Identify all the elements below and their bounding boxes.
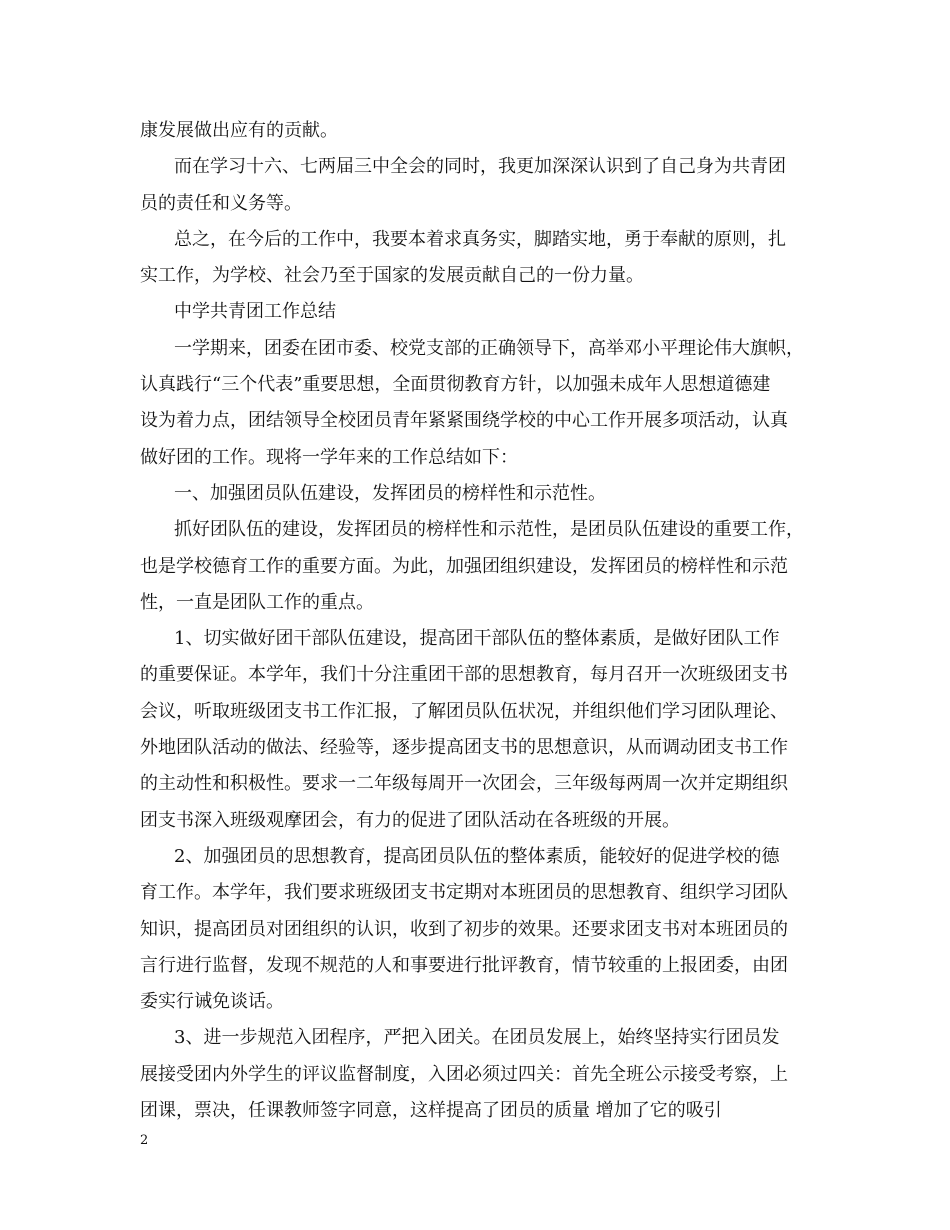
text-line: 中学共青团工作总结: [174, 301, 336, 323]
text-line: 康发展做出应有的贡献。: [140, 120, 338, 141]
text-line: 而在学习十六、七两届三中全会的同时，我更加深深认识到了自己身为共青团: [174, 156, 786, 178]
page-number: 2: [140, 1133, 149, 1148]
text-line: 一学期来，团委在团市委、校党支部的正确领导下，高举邓小平理论伟大旗帜，: [174, 337, 804, 359]
text-line: 认真践行“三个代表”重要思想，全面贯彻教育方针，以加强未成年人思想道德建: [140, 374, 771, 396]
body-text: [140, 113, 840, 1129]
text-line: 一、加强团员队伍建设，发挥团员的榜样性和示范性。: [174, 482, 606, 504]
text-line: 展接受团内外学生的评议监督制度，入团必须过四关：首先全班公示接受考察，上: [140, 1063, 788, 1085]
text-line: 1、切实做好团干部队伍建设，提高团干部队伍的整体素质，是做好团队工作: [174, 628, 780, 650]
text-line: 育工作。本学年，我们要求班级团支书定期对本班团员的思想教育、组织学习团队: [140, 882, 788, 904]
text-line: 性，一直是团队工作的重点。: [140, 591, 374, 613]
text-line: 外地团队活动的做法、经验等，逐步提高团支书的思想意识，从而调动团支书工作: [140, 737, 788, 759]
text-line: 设为着力点，团结领导全校团员青年紧紧围绕学校的中心工作开展多项活动，认真: [140, 410, 788, 432]
text-line: 的主动性和积极性。要求一二年级每周开一次团会，三年级每两周一次并定期组织: [140, 773, 788, 795]
text-line: 委实行诫免谈话。: [140, 991, 284, 1013]
text-line: 会议，听取班级团支书工作汇报，了解团员队伍状况，并组织他们学习团队理论、: [140, 700, 788, 722]
text-line: 做好团的工作。现将一学年来的工作总结如下：: [140, 446, 518, 468]
text-line: 实工作，为学校、社会乃至于国家的发展贡献自己的一份力量。: [140, 265, 644, 287]
text-line: 总之，在今后的工作中，我要本着求真务实，脚踏实地，勇于奉献的原则，扎: [174, 228, 786, 250]
text-line: 团支书深入班级观摩团会，有力的促进了团队活动在各班级的开展。: [140, 809, 680, 831]
text-line: 言行进行监督，发现不规范的人和事要进行批评教育，情节较重的上报团委，由团: [140, 954, 788, 976]
text-line: 抓好团队伍的建设，发挥团员的榜样性和示范性，是团员队伍建设的重要工作，: [174, 519, 804, 541]
text-line: 知识，提高团员对团组织的认识，收到了初步的效果。还要求团支书对本班团员的: [140, 918, 788, 940]
text-line: 3、进一步规范入团程序，严把入团关。在团员发展上，始终坚持实行团员发: [174, 1027, 780, 1049]
text-line: 2、加强团员的思想教育，提高团员队伍的整体素质，能较好的促进学校的德: [174, 845, 780, 867]
text-line: 员的责任和义务等。: [140, 192, 302, 214]
text-line: 的重要保证。本学年，我们十分注重团干部的思想教育，每月召开一次班级团支书: [140, 664, 788, 686]
text-line: 也是学校德育工作的重要方面。为此，加强团组织建设，发挥团员的榜样性和示范: [140, 555, 788, 577]
text-line: 团课，票决，任课教师签字同意，这样提高了团员的质量 增加了它的吸引: [140, 1100, 722, 1122]
